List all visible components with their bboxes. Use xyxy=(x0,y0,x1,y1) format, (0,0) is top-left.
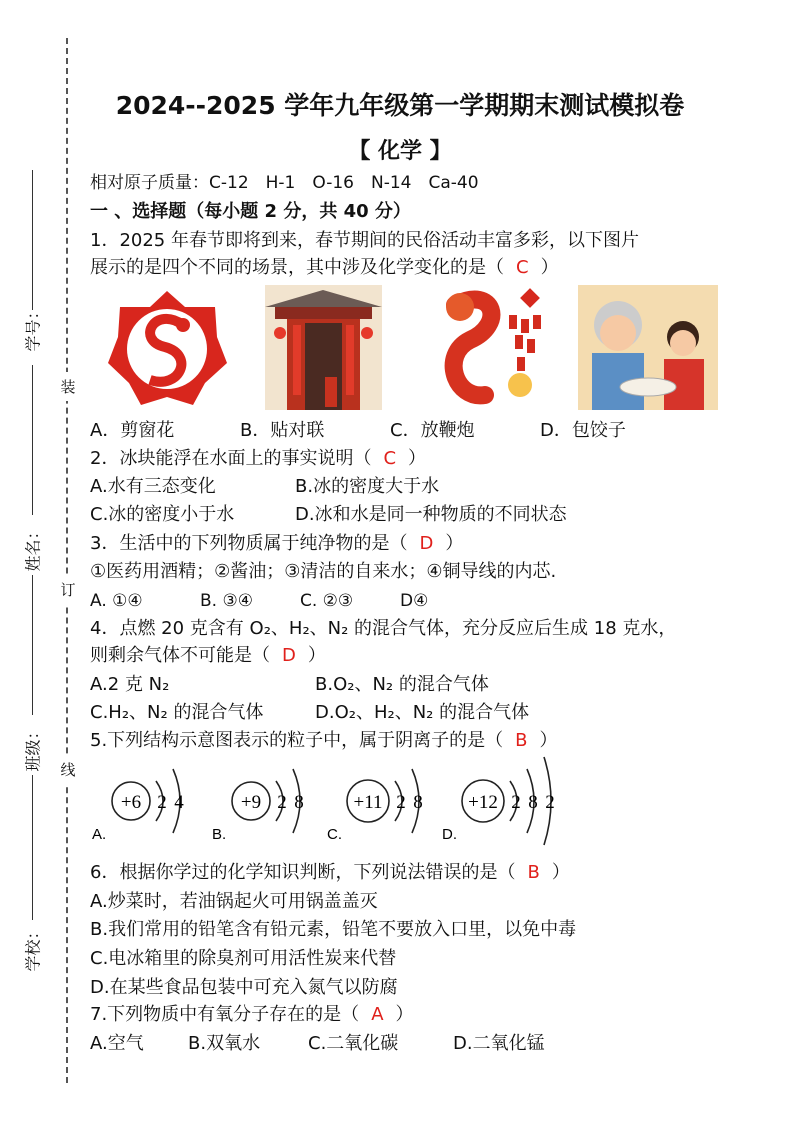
option-c[interactable]: C.电冰箱里的除臭剂可用活性炭来代替 xyxy=(90,948,397,969)
option-a[interactable]: A. ①④ xyxy=(90,591,143,611)
q3-stem: 3．生活中的下列物质属于纯净物的是（ D ） xyxy=(90,533,464,554)
fill-line[interactable] xyxy=(32,365,33,515)
firecracker-snake-image xyxy=(425,285,550,410)
option-b[interactable]: B.冰的密度大于水 xyxy=(295,476,440,497)
atomic-masses: 相对原子质量：C-12 H-1 O-16 N-14 Ca-40 xyxy=(90,173,479,193)
class-label: 班级： xyxy=(23,723,43,772)
q2-stem: 2．冰块能浮在水面上的事实说明（ C ） xyxy=(90,448,427,469)
shell-electrons: 2 xyxy=(277,792,287,813)
paper-cut-snake-image xyxy=(105,285,230,410)
shell-electrons: 2 xyxy=(396,792,406,813)
nucleus-charge: +11 xyxy=(353,792,383,813)
school-label: 学校： xyxy=(23,923,43,972)
option-c[interactable]: C.H₂、N₂ 的混合气体 xyxy=(90,702,264,723)
option-a[interactable]: A．剪窗花 xyxy=(90,420,175,441)
subject-title: 【 化学 】 xyxy=(348,139,452,164)
binding-mark: 订 xyxy=(60,575,76,604)
nucleus-charge: +12 xyxy=(468,792,498,813)
answer: C xyxy=(383,448,397,469)
section-heading: 一 、选择题（每小题 2 分，共 40 分） xyxy=(90,201,411,222)
option-a[interactable]: A.炒菜时，若油锅起火可用锅盖盖灭 xyxy=(90,891,378,912)
option-c[interactable]: C. ②③ xyxy=(300,591,354,611)
option-a[interactable]: A.水有三态变化 xyxy=(90,476,216,497)
q5-stem: 5.下列结构示意图表示的粒子中，属于阴离子的是（ B ） xyxy=(90,730,558,751)
option-c[interactable]: C.二氧化碳 xyxy=(308,1033,399,1054)
q1-options xyxy=(90,418,730,444)
option-b[interactable]: B.O₂、N₂ 的混合气体 xyxy=(315,674,489,695)
fill-line[interactable] xyxy=(32,775,33,920)
fill-line[interactable] xyxy=(32,575,33,715)
shell-electrons: 8 xyxy=(528,792,538,813)
diagram-label: B. xyxy=(212,826,227,843)
option-c[interactable]: C．放鞭炮 xyxy=(390,420,475,441)
binding-mark: 装 xyxy=(60,372,76,401)
option-d[interactable]: D．包饺子 xyxy=(540,420,626,441)
option-b[interactable]: B.双氧水 xyxy=(188,1033,261,1054)
dumpling-making-image xyxy=(578,285,718,410)
diagram-label: A. xyxy=(92,826,107,843)
option-d[interactable]: D.在某些食品包装中可充入氮气以防腐 xyxy=(90,977,398,998)
diagram-label: D. xyxy=(442,826,457,843)
option-b[interactable]: B．贴对联 xyxy=(240,420,325,441)
shell-electrons: 8 xyxy=(413,792,423,813)
binding-dashed-line xyxy=(66,38,68,1083)
shell-electrons: 2 xyxy=(157,792,167,813)
answer: C xyxy=(516,257,529,278)
option-d[interactable]: D④ xyxy=(400,591,429,611)
answer: B xyxy=(527,862,540,883)
option-b[interactable]: B.我们常用的铅笔含有铅元素，铅笔不要放入口里，以免中毒 xyxy=(90,919,577,940)
nucleus-charge: +9 xyxy=(240,792,262,813)
option-b[interactable]: B. ③④ xyxy=(200,591,253,611)
answer: D xyxy=(282,645,296,666)
q6-stem: 6．根据你学过的化学知识判断，下列说法错误的是（ B ） xyxy=(90,862,570,883)
q4-stem-2: 则剩余气体不可能是（ D ） xyxy=(90,645,326,666)
q4-stem: 4．点燃 20 克含有 O₂、H₂、N₂ 的混合气体，充分反应后生成 18 克水， xyxy=(90,618,677,639)
q7-stem: 7.下列物质中有氧分子存在的是（ A ） xyxy=(90,1004,414,1025)
option-d[interactable]: D.冰和水是同一种物质的不同状态 xyxy=(295,504,567,525)
shell-electrons: 4 xyxy=(174,792,184,813)
shell-electrons: 8 xyxy=(294,792,304,813)
name-label: 姓名： xyxy=(23,523,43,572)
shell-electrons: 2 xyxy=(545,792,555,813)
q1-stem-2: 展示的是四个不同的场景，其中涉及化学变化的是（ C ） xyxy=(90,257,559,278)
atom-structure-diagrams xyxy=(90,755,570,865)
option-a[interactable]: A.空气 xyxy=(90,1033,144,1054)
answer: B xyxy=(515,730,528,751)
answer: A xyxy=(371,1004,384,1025)
page-title: 2024--2025 学年九年级第一学期期末测试模拟卷 xyxy=(115,91,685,120)
option-d[interactable]: D.二氧化锰 xyxy=(453,1033,545,1054)
nucleus-charge: +6 xyxy=(120,792,142,813)
option-a[interactable]: A.2 克 N₂ xyxy=(90,674,170,695)
couplet-door-image xyxy=(265,285,382,410)
diagram-label: C. xyxy=(327,826,342,843)
option-c[interactable]: C.冰的密度小于水 xyxy=(90,504,235,525)
fill-line[interactable] xyxy=(32,170,33,310)
answer: D xyxy=(419,533,434,554)
shell-electrons: 2 xyxy=(511,792,521,813)
q1-stem: 1．2025 年春节即将到来，春节期间的民俗活动丰富多彩，以下图片 xyxy=(90,230,639,251)
binding-mark: 线 xyxy=(60,755,76,784)
student-id-label: 学号： xyxy=(23,303,43,352)
option-d[interactable]: D.O₂、H₂、N₂ 的混合气体 xyxy=(315,702,530,723)
q3-items: ①医药用酒精；②酱油；③清洁的自来水；④铜导线的内芯. xyxy=(90,561,557,582)
